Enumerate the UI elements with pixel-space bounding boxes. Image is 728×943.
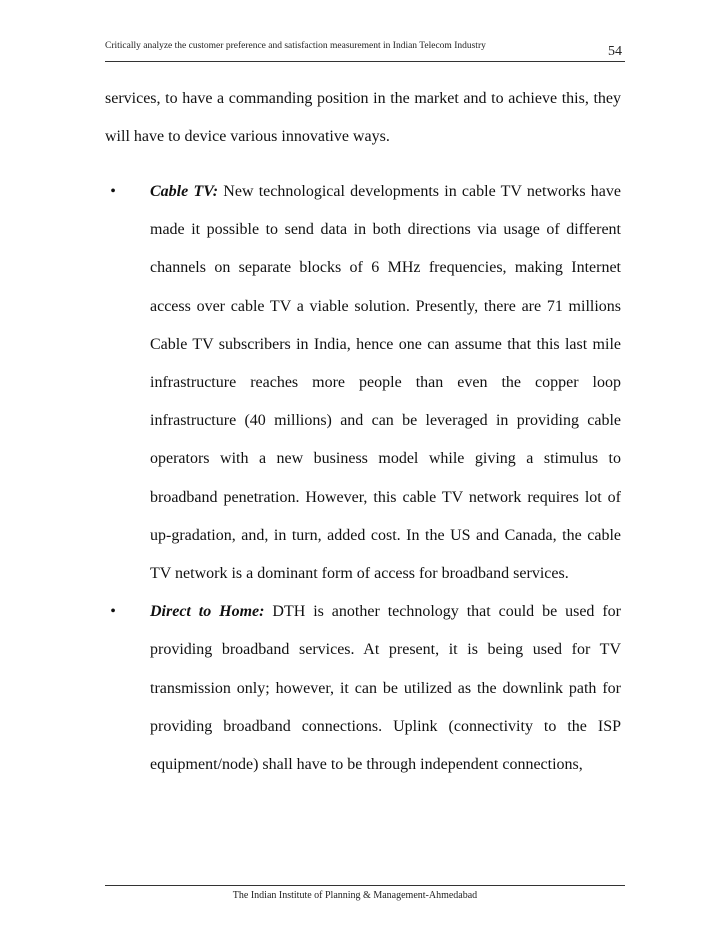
footer-divider — [105, 885, 625, 886]
header-divider — [105, 61, 625, 62]
bullet-marker: • — [110, 183, 116, 200]
bullet-item-direct-to-home — [110, 593, 622, 784]
page-number: 54 — [608, 44, 622, 59]
running-header-title: Critically analyze the customer preference and satisfaction measurement in Indian Telecom Industry — [105, 41, 486, 51]
bullet-list — [110, 173, 622, 784]
bullet-text: DTH is another technology that could be used for providing broadband services. At present, it is being used for TV transmission only; however, it can be utilized as the downlink path for providing broadband connections. Uplink (connectivity to the ISP equipment/node) shall have to be through independent connections, — [150, 603, 622, 774]
footer-institution: The Indian Institute of Planning & Management-Ahmedabad — [232, 890, 478, 901]
bullet-item-cable-tv — [110, 173, 621, 593]
bullet-term: Cable TV: — [150, 183, 219, 200]
intro-paragraph: services, to have a commanding position in the market and to achieve this, they will have to device various innovative ways. — [105, 90, 621, 146]
bullet-term: Direct to Home: — [150, 603, 265, 621]
page-header — [105, 40, 625, 64]
intro-paragraph-block — [105, 80, 621, 156]
bullet-marker: • — [110, 603, 116, 621]
bullet-text: New technological developments in cable TV networks have made it possible to send data in both directions via usage of different channels on separate blocks of 6 MHz frequencies, making Internet access over cable TV a viable solution. Presently, there are 71 millions Cable TV subscribers in India, hence one can assume that this last mile infrastructure reaches more people than even the copper loop infrastructure (40 millions) and can be leveraged in providing cable operators with a new business model while giving a stimulus to broadband penetration. However, this cable TV network requires lot of up-gradation, and, in turn, added cost. In the US and Canada, the cable TV network is a dominant form of access for broadband services. — [150, 183, 621, 583]
